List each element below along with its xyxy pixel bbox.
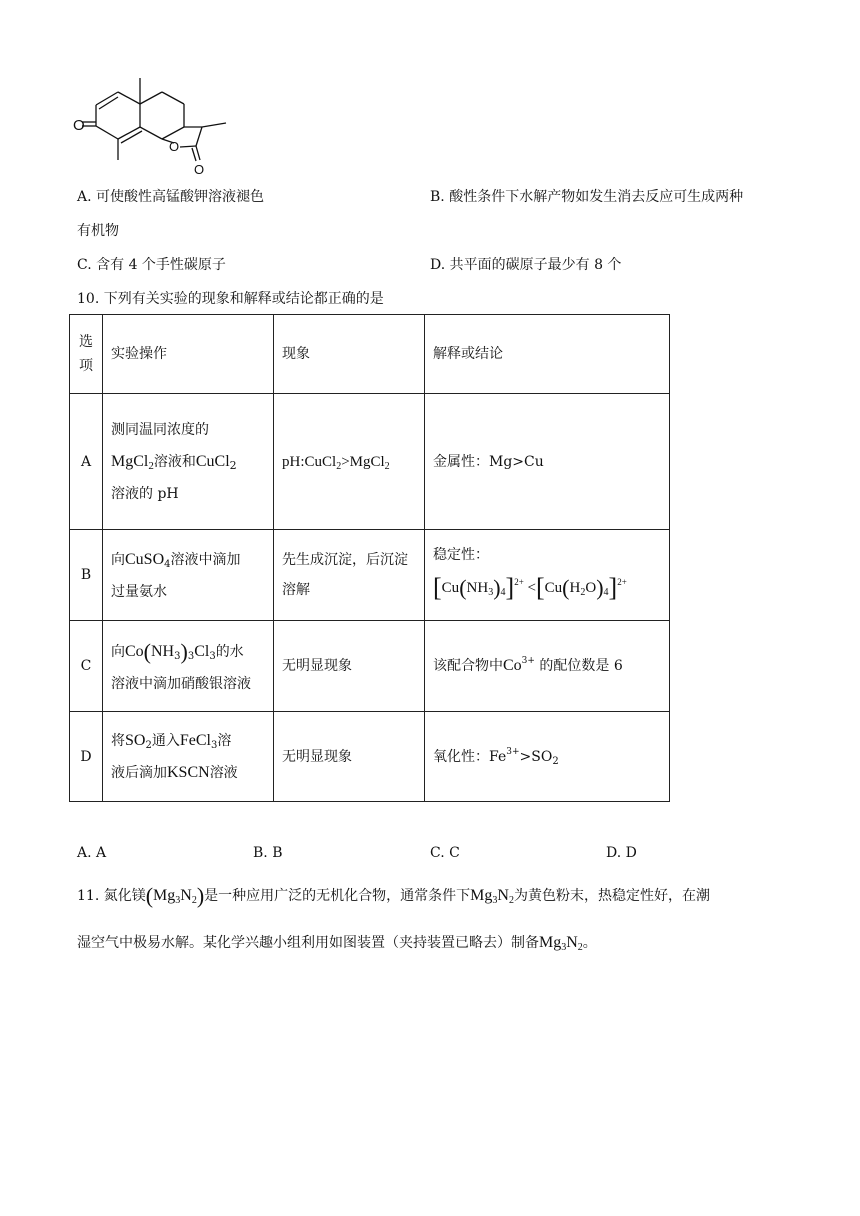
header-operation: 实验操作 xyxy=(103,315,274,394)
row-c-conclusion: 该配合物中$Co^{3+}$ 的配位数是 6 xyxy=(425,621,670,712)
header-phenomenon: 现象 xyxy=(274,315,425,394)
q10-answer-d: D. D xyxy=(606,845,637,861)
header-option: 选 项 xyxy=(70,315,103,394)
row-b-operation: 向CuSO$_4$溶液中滴加 过量氨水 xyxy=(103,530,274,621)
svg-text:O: O xyxy=(73,117,85,134)
row-label: C xyxy=(70,621,103,712)
q9-option-c: C. 含有 4 个手性碳原子 xyxy=(77,257,226,273)
row-a-conclusion: 金属性：Mg>Cu xyxy=(425,394,670,530)
q10-answer-c: C. C xyxy=(430,845,460,861)
table-row xyxy=(70,712,670,802)
table-header-row xyxy=(70,315,670,394)
row-label: D xyxy=(70,712,103,802)
row-d-operation: 将$SO_2$通入FeCl$_3$溶 液后滴加KSCN溶液 xyxy=(103,712,274,802)
row-a-operation: 测同温同浓度的 MgCl$_2$溶液和CuCl$_2$ 溶液的 pH xyxy=(103,394,274,530)
q10-answer-a: A. A xyxy=(77,845,107,861)
row-c-phenomenon: 无明显现象 xyxy=(274,621,425,712)
row-label: A xyxy=(70,394,103,530)
row-b-phenomenon: 先生成沉淀，后沉淀 溶解 xyxy=(274,530,425,621)
header-conclusion: 解释或结论 xyxy=(425,315,670,394)
table-row xyxy=(70,530,670,621)
q9-option-b-continued: 有机物 xyxy=(77,223,119,239)
experiment-table xyxy=(69,314,670,802)
molecule-structure xyxy=(70,60,240,180)
row-b-conclusion: 稳定性： $[Cu(NH_3)_4]^{2+} <[Cu(H_2O)_4]^{2+}$ xyxy=(425,530,670,621)
row-c-operation: 向$Co(NH_3)_3Cl_3$的水 溶液中滴加硝酸银溶液 xyxy=(103,621,274,712)
q11-stem-line1: 11. 氮化镁$(Mg_3N_2)$是一种应用广泛的无机化合物，通常条件下$Mg_3N_2$为黄色粉末，热稳定性好，在潮 xyxy=(77,883,710,908)
q9-option-d: D. 共平面的碳原子最少有 8 个 xyxy=(430,257,622,273)
row-label: B xyxy=(70,530,103,621)
q10-stem: 10. 下列有关实验的现象和解释或结论都正确的是 xyxy=(77,291,384,307)
svg-text:O: O xyxy=(169,139,180,154)
svg-text:O: O xyxy=(194,162,205,177)
table-row xyxy=(70,394,670,530)
q9-option-a: A. 可使酸性高锰酸钾溶液褪色 xyxy=(77,189,265,205)
row-d-phenomenon: 无明显现象 xyxy=(274,712,425,802)
q9-option-b: B. 酸性条件下水解产物如发生消去反应可生成两种 xyxy=(430,189,744,205)
table-row xyxy=(70,621,670,712)
q11-stem-line2: 湿空气中极易水解。某化学兴趣小组利用如图装置（夹持装置已略去）制备$Mg_3N_2$。 xyxy=(77,934,597,953)
row-a-phenomenon: pH:CuCl$_2$>MgCl$_2$ xyxy=(274,394,425,530)
q10-answer-b: B. B xyxy=(253,845,283,861)
row-d-conclusion: 氧化性：$Fe^{3+}>SO_2$ xyxy=(425,712,670,802)
